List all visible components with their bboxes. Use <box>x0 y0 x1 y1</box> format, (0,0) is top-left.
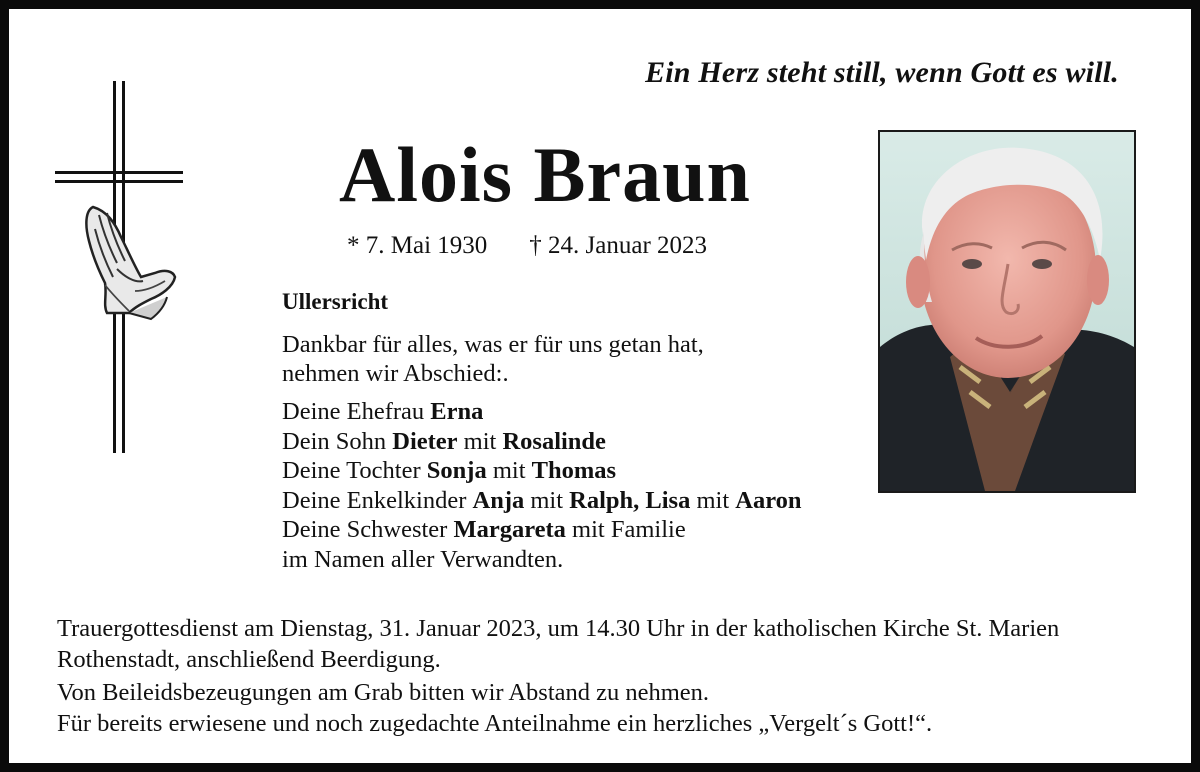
thanks-note: Für bereits erwiesene und noch zugedachte Anteilnahme ein herzliches „Vergelt´s Gott!“. <box>57 710 933 737</box>
family-member-name: Margareta <box>453 516 566 543</box>
intro-line: Dankbar für alles, was er für uns getan hat, <box>282 331 704 358</box>
family-member-name: Aaron <box>735 486 802 514</box>
service-info <box>57 613 1059 739</box>
connector-text: mit <box>492 457 526 484</box>
family-line-son <box>282 427 802 457</box>
family-member-name: Ralph, Lisa <box>569 486 691 514</box>
relation-label: Dein Sohn <box>282 427 387 455</box>
portrait-image <box>880 132 1134 491</box>
birth-date: * 7. Mai 1930 <box>347 232 488 259</box>
service-line: Trauergottesdienst am Dienstag, 31. Januar 2023, um 14.30 Uhr in der katholischen Kirche St. Marien <box>57 615 1060 642</box>
relation-label: Deine Enkelkinder <box>282 486 467 514</box>
portrait-photo <box>878 130 1136 493</box>
condolence-note: Von Beileidsbezeugungen am Grab bitten wir Abstand zu nehmen. <box>57 679 710 706</box>
connector-text: mit <box>463 427 497 455</box>
family-line-grandchildren <box>282 486 802 516</box>
family-member-name: Erna <box>430 398 484 425</box>
relation-label: Deine Ehefrau <box>282 398 425 425</box>
family-member-name: Anja <box>472 486 525 514</box>
connector-text: mit <box>530 486 564 514</box>
service-line: Rothenstadt, anschließend Beerdigung. <box>57 646 441 673</box>
life-dates <box>347 232 707 260</box>
deceased-name: Alois Braun <box>339 131 751 218</box>
connector-text: mit Familie <box>572 516 686 543</box>
family-member-name: Thomas <box>531 457 617 484</box>
family-closing: im Namen aller Verwandten. <box>282 545 564 573</box>
family-line-sister <box>282 515 802 545</box>
family-line-daughter <box>282 456 802 486</box>
connector-text: mit <box>696 486 730 514</box>
family-list <box>282 397 802 574</box>
death-date: † 24. Januar 2023 <box>529 232 708 259</box>
relation-label: Deine Schwester <box>282 516 448 543</box>
motto: Ein Herz steht still, wenn Gott es will. <box>645 56 1119 89</box>
praying-hands-icon <box>86 207 175 319</box>
family-member-name: Sonja <box>426 457 487 484</box>
relation-label: Deine Tochter <box>282 457 421 484</box>
family-member-name: Rosalinde <box>502 427 606 455</box>
intro-text <box>282 330 704 388</box>
family-line-wife <box>282 397 802 427</box>
family-member-name: Dieter <box>392 427 458 455</box>
intro-line: nehmen wir Abschied:. <box>282 360 509 387</box>
hometown: Ullersricht <box>282 289 389 314</box>
cross-icon <box>55 81 187 453</box>
